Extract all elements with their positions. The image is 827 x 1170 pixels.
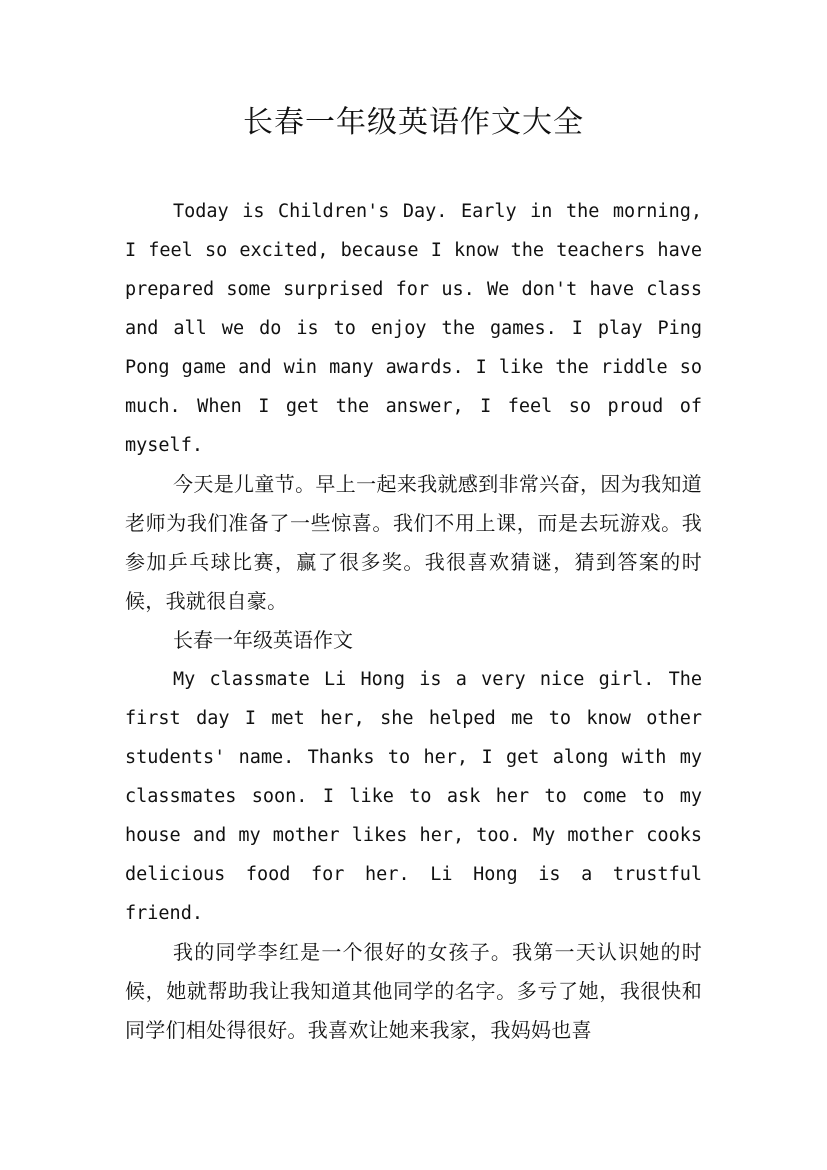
document-title: 长春一年级英语作文大全	[243, 105, 584, 140]
paragraph-english-2: My classmate Li Hong is a very nice girl. The first day I met her, she helped me to know other students' name. Thanks to her, I get along with my classmates soon. I like to ask her to come to my house and my mother likes her, too. My mother cooks delicious food for her. Li Hong is a trustful friend.	[125, 669, 702, 924]
document-body	[125, 192, 702, 1050]
paragraph-english-1: Today is Children's Day. Early in the morning, I feel so excited, because I know the teachers have prepared some surprised for us. We don't have class and all we do is to enjoy the games. I play Ping Pong game and win many awards. I like the riddle so much. When I get the answer, I feel so proud of myself.	[125, 201, 702, 456]
paragraph-chinese-2: 我的同学李红是一个很好的女孩子。我第一天认识她的时候，她就帮助我让我知道其他同学的名字。多亏了她，我很快和同学们相处得很好。我喜欢让她来我家，我妈妈也喜	[125, 940, 702, 1042]
section-subtitle: 长春一年级英语作文	[173, 628, 353, 652]
paragraph-chinese-1: 今天是儿童节。早上一起来我就感到非常兴奋，因为我知道老师为我们准备了一些惊喜。我们不用上课，而是去玩游戏。我参加乒乓球比赛，赢了很多奖。我很喜欢猜谜，猜到答案的时候，我就很自豪。	[125, 472, 702, 613]
